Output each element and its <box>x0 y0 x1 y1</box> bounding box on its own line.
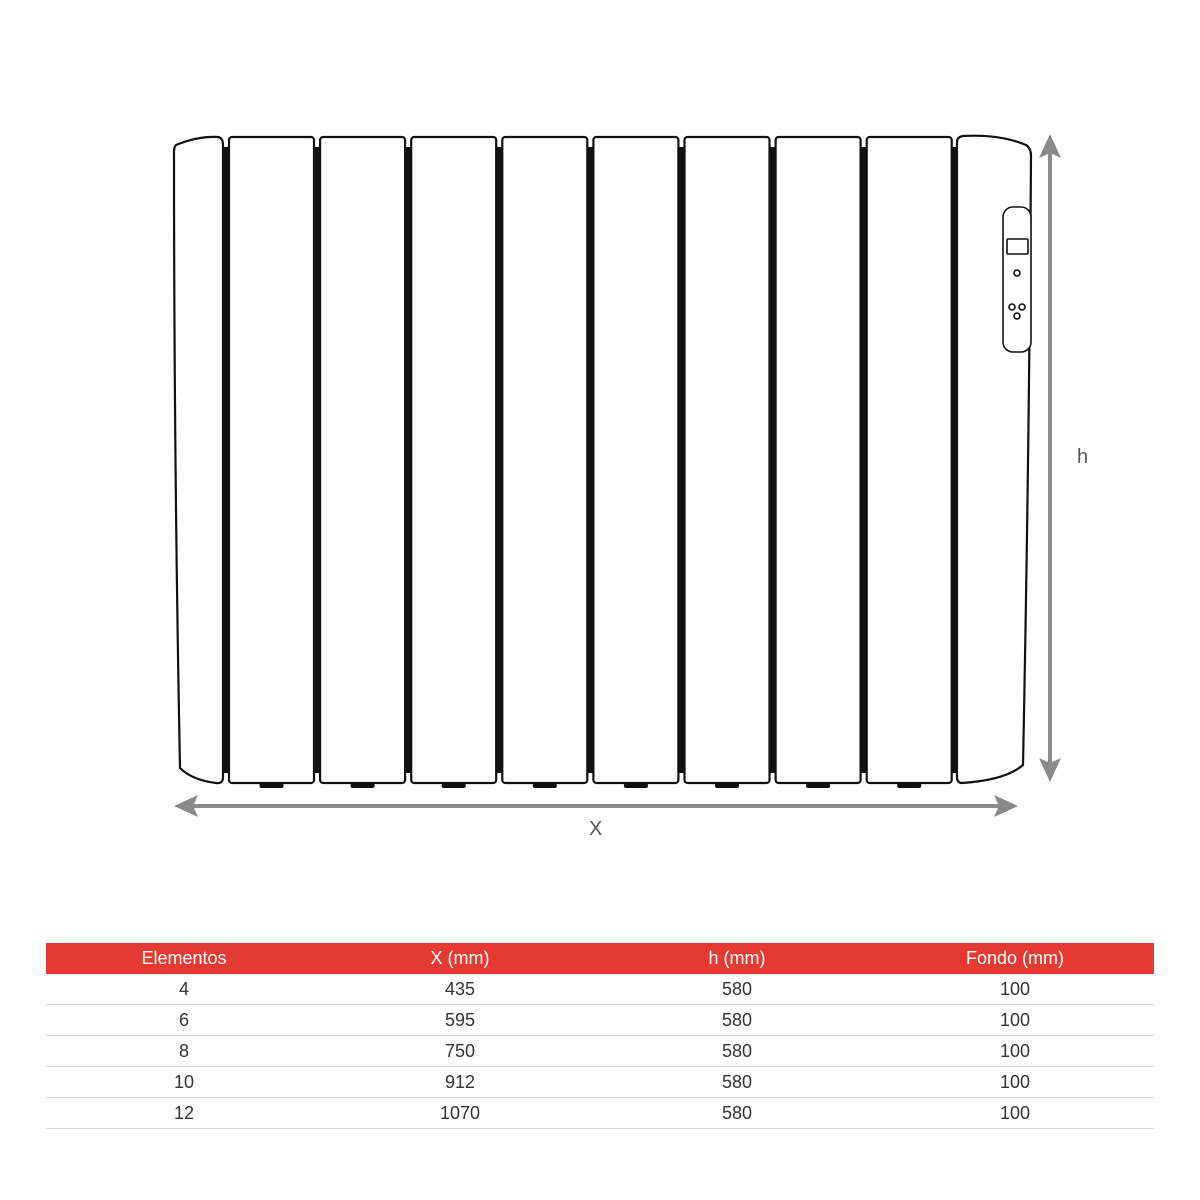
header-h: h (mm) <box>598 943 876 974</box>
cell-h: 580 <box>598 974 876 1005</box>
heating-element-panel <box>320 137 405 783</box>
panel-foot <box>442 783 466 788</box>
cell-fondo: 100 <box>876 1005 1154 1036</box>
table-row <box>46 1067 1154 1098</box>
cell-elementos: 12 <box>46 1098 322 1129</box>
table-row <box>46 1098 1154 1129</box>
cell-h: 580 <box>598 1005 876 1036</box>
panel-foot <box>624 783 648 788</box>
header-elementos: Elementos <box>46 943 322 974</box>
panel-foot <box>533 783 557 788</box>
cell-fondo: 100 <box>876 1098 1154 1129</box>
cell-elementos: 6 <box>46 1005 322 1036</box>
dimensions-table <box>46 943 1154 1129</box>
panel-foot <box>897 783 921 788</box>
cell-x: 435 <box>322 974 598 1005</box>
control-panel-housing <box>1003 207 1031 352</box>
header-fondo: Fondo (mm) <box>876 943 1154 974</box>
heating-element-panel <box>502 137 587 783</box>
cell-x: 595 <box>322 1005 598 1036</box>
heating-element-panel <box>867 137 952 783</box>
left-end-cap <box>174 137 223 783</box>
cell-fondo: 100 <box>876 1036 1154 1067</box>
heating-element-panel <box>411 137 496 783</box>
heating-element-panel <box>685 137 770 783</box>
table-row <box>46 974 1154 1005</box>
cell-h: 580 <box>598 1067 876 1098</box>
cell-h: 580 <box>598 1098 876 1129</box>
table-header-row <box>46 943 1154 974</box>
panel-foot <box>260 783 284 788</box>
width-dimension-label: X <box>589 818 603 840</box>
panel-foot <box>715 783 739 788</box>
cell-x: 750 <box>322 1036 598 1067</box>
cell-fondo: 100 <box>876 974 1154 1005</box>
cell-h: 580 <box>598 1036 876 1067</box>
heating-element-panel <box>593 137 678 783</box>
heating-element-panel <box>776 137 861 783</box>
cell-elementos: 8 <box>46 1036 322 1067</box>
panel-foot <box>351 783 375 788</box>
cell-x: 912 <box>322 1067 598 1098</box>
header-x: X (mm) <box>322 943 598 974</box>
cell-x: 1070 <box>322 1098 598 1129</box>
heating-element-panel <box>229 137 314 783</box>
table-row <box>46 1005 1154 1036</box>
cell-fondo: 100 <box>876 1067 1154 1098</box>
control-panel <box>1003 207 1031 352</box>
cell-elementos: 4 <box>46 974 322 1005</box>
cell-elementos: 10 <box>46 1067 322 1098</box>
radiator-outline <box>174 136 1031 783</box>
panel-foot <box>806 783 830 788</box>
height-dimension-label: h <box>1077 446 1089 468</box>
table-row <box>46 1036 1154 1067</box>
